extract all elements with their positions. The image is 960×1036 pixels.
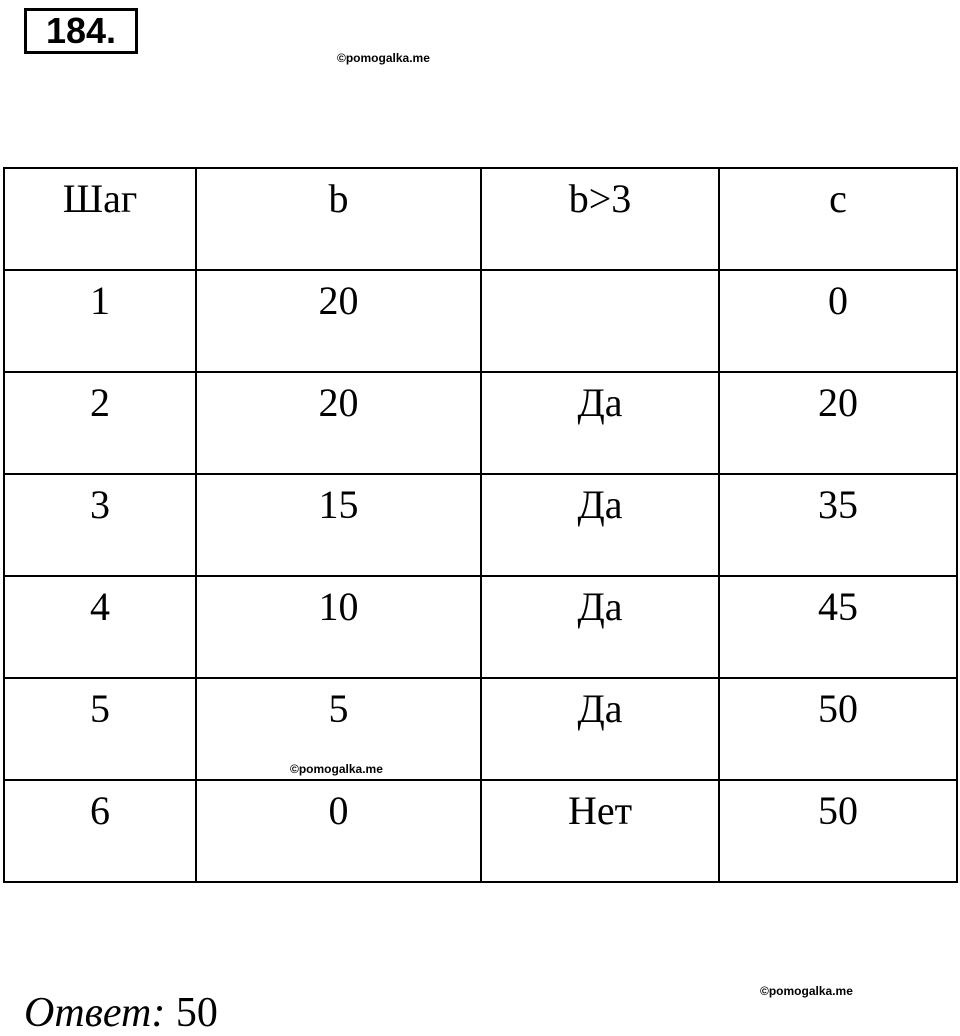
cell-b: 0 — [196, 780, 481, 882]
answer — [24, 990, 218, 1036]
cell-step: 5 — [4, 678, 196, 780]
table-row — [4, 780, 957, 882]
cell-condition: Да — [481, 678, 719, 780]
cell-condition: Нет — [481, 780, 719, 882]
cell-c: 0 — [719, 270, 957, 372]
cell-b: 20 — [196, 270, 481, 372]
table-row — [4, 270, 957, 372]
cell-b: 10 — [196, 576, 481, 678]
cell-condition: Да — [481, 474, 719, 576]
watermark-top: ©pomogalka.me — [337, 51, 430, 65]
answer-value: 50 — [175, 990, 218, 1036]
table-row — [4, 678, 957, 780]
cell-c: 50 — [719, 780, 957, 882]
watermark-bottom: ©pomogalka.me — [760, 984, 853, 998]
cell-b: 5 — [196, 678, 481, 780]
cell-b: 20 — [196, 372, 481, 474]
cell-step: 3 — [4, 474, 196, 576]
header-cell-b: b — [196, 168, 481, 270]
table-row — [4, 474, 957, 576]
cell-step: 6 — [4, 780, 196, 882]
table-row — [4, 372, 957, 474]
cell-condition: Да — [481, 576, 719, 678]
trace-table — [3, 167, 958, 883]
cell-c: 35 — [719, 474, 957, 576]
cell-step: 1 — [4, 270, 196, 372]
header-cell-c: c — [719, 168, 957, 270]
task-number: 184. — [24, 8, 138, 54]
cell-step: 2 — [4, 372, 196, 474]
answer-label: Ответ: — [24, 990, 166, 1036]
cell-c: 20 — [719, 372, 957, 474]
header-cell-step: Шаг — [4, 168, 196, 270]
cell-condition — [481, 270, 719, 372]
watermark-middle: ©pomogalka.me — [290, 762, 383, 776]
header-cell-condition: b>3 — [481, 168, 719, 270]
cell-c: 45 — [719, 576, 957, 678]
cell-c: 50 — [719, 678, 957, 780]
cell-step: 4 — [4, 576, 196, 678]
table-row — [4, 576, 957, 678]
table-header-row — [4, 168, 957, 270]
cell-condition: Да — [481, 372, 719, 474]
cell-b: 15 — [196, 474, 481, 576]
